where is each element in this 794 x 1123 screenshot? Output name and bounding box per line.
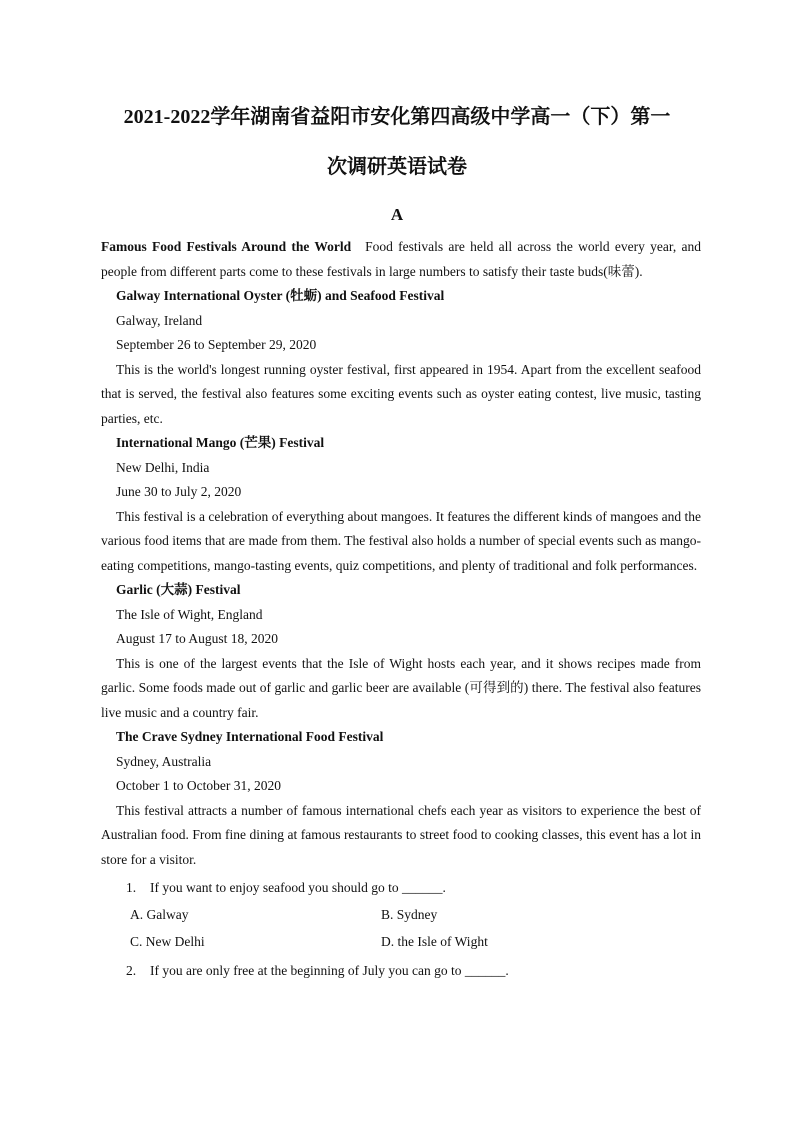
festival-name: Galway International Oyster (牡蛎) and Seafood Festival	[116, 288, 445, 303]
festival-description: This festival is a celebration of everything about mangoes. It features the different kinds of mangoes and the various food items that are made from them. The festival also holds a number of special events such as mango-eating competitions, mango-tasting events, quiz competitions, and plenty of traditional and folk performances.	[101, 508, 701, 573]
festival-description: This is the world's longest running oyster festival, first appeared in 1954. Apart from the excellent seafood that is served, the festival also features some exciting events such as oyster eating contest, live music, tasting parties, etc.	[101, 361, 701, 426]
festival-name: International Mango (芒果) Festival	[116, 435, 325, 450]
festival-name: The Crave Sydney International Food Festival	[116, 729, 384, 744]
question-2	[101, 957, 701, 984]
option-b[interactable]: B. Sydney	[381, 907, 438, 922]
question-1-options	[101, 901, 701, 955]
passage	[101, 235, 701, 984]
title-line-1: 2021-2022学年湖南省益阳市安化第四高级中学高一（下）第一	[123, 106, 671, 128]
festival-place: The Isle of Wight, England	[116, 606, 263, 622]
question-text: If you want to enjoy seafood you should go to ______.	[150, 880, 446, 895]
festival-description: This is one of the largest events that the Isle of Wight hosts each year, and it shows recipes made from garlic. Some foods made out of garlic and garlic beer are available (可得到的) there. The festival also features live music and a country fair.	[101, 655, 701, 720]
intro-text: Food festivals are held all across the world every year, and people from different parts come to these festivals in large numbers to satisfy their taste buds(味蕾).	[101, 239, 701, 279]
festival-dates: August 17 to August 18, 2020	[116, 631, 279, 646]
festival-place: Sydney, Australia	[116, 753, 212, 769]
exam-title	[90, 92, 704, 192]
question-1	[101, 874, 701, 901]
option-d[interactable]: D. the Isle of Wight	[381, 934, 488, 949]
question-number: 2.	[126, 963, 137, 978]
festival-dates: October 1 to October 31, 2020	[116, 778, 281, 793]
festival-name: Garlic (大蒜) Festival	[116, 582, 241, 597]
festival-place: New Delhi, India	[116, 459, 210, 475]
question-number: 1.	[126, 880, 137, 895]
festival-place: Galway, Ireland	[116, 312, 203, 328]
section-label: A	[390, 205, 404, 224]
festival-dates: June 30 to July 2, 2020	[116, 484, 242, 499]
festival-description: This festival attracts a number of famous international chefs each year as visitors to experience the best of Australian food. From fine dining at famous restaurants to street food to cooking classes, this event has a lot in store for a visitor.	[101, 802, 701, 867]
intro-paragraph	[101, 235, 701, 284]
option-a[interactable]: A. Galway	[130, 907, 189, 922]
title-line-2: 次调研英语试卷	[327, 156, 467, 178]
passage-heading: Famous Food Festivals Around the World	[101, 239, 352, 254]
option-c[interactable]: C. New Delhi	[130, 934, 205, 949]
festival-dates: September 26 to September 29, 2020	[116, 337, 317, 352]
question-text: If you are only free at the beginning of July you can go to ______.	[150, 963, 509, 978]
